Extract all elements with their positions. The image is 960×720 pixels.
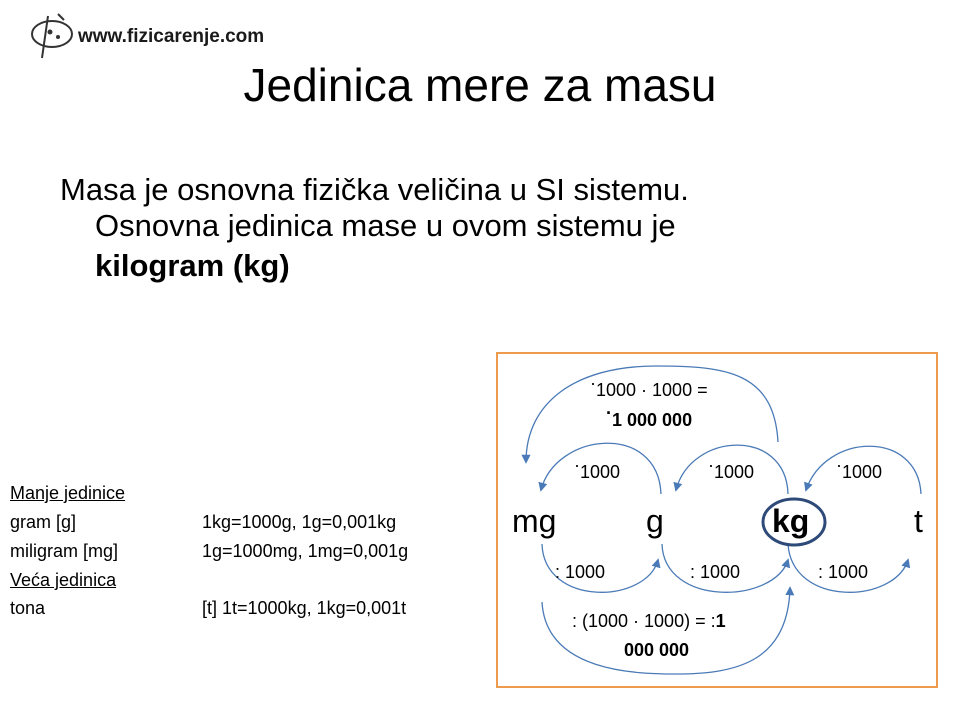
unit-kg: kg [772,503,810,539]
big-mult-line-2 [606,403,693,431]
page-title: Jedinica mere za masu [243,59,717,111]
smaller-units-heading: Manje jedinice [10,483,126,503]
dot-symbol: · [606,403,612,423]
gram-label: gram [g] [10,512,77,532]
unit-t: t [914,503,923,539]
big-mult-text-1: 1000 · 1000 = [596,380,708,400]
dot-symbol: · [590,373,596,393]
big-div-line-1 [572,611,726,632]
mult-value: 1000 [842,462,883,482]
conversion-arrows [496,352,938,688]
div-label-g-kg: : 1000 [690,562,741,582]
logo-text[interactable]: www.fizicarenje.com [78,26,265,47]
dot-symbol: · [708,455,714,475]
logo-stroke-2 [58,14,64,20]
dot-symbol: · [574,455,580,475]
mult-label-g-mg [574,455,621,483]
div-label-mg-g: : 1000 [555,562,606,582]
big-div-text-1b: 1 [715,611,726,631]
intro-line-3: kilogram (kg) [95,248,290,283]
logo-dot-2 [56,35,60,39]
unit-mg: mg [512,503,557,539]
mult-label-kg-g [708,455,755,483]
unit-g: g [646,503,664,539]
milligram-relation: 1g=1000mg, 1mg=0,001g [202,541,409,561]
big-div-text-1a: : (1000 · 1000) = : [572,611,716,631]
intro-line-1: Masa je osnovna fizička veličina u SI sistemu. [60,172,689,207]
big-div-line-2: 000 000 [624,640,690,660]
gram-relation: 1kg=1000g, 1g=0,001kg [202,512,397,532]
mult-label-t-kg [836,455,883,483]
mult-value: 1000 [580,462,621,482]
big-mult-line-1 [590,373,708,401]
mult-value: 1000 [714,462,755,482]
ton-relation: [t] 1t=1000kg, 1kg=0,001t [202,598,407,618]
logo-dot [48,30,53,35]
ton-label: tona [10,598,46,618]
milligram-label: miligram [mg] [10,541,119,561]
larger-units-heading: Veća jedinica [10,570,117,590]
div-label-kg-t: : 1000 [818,562,869,582]
intro-line-2: Osnovna jedinica mase u ovom sistemu je [95,208,676,243]
dot-symbol: · [836,455,842,475]
big-mult-text-2: 1 000 000 [612,410,693,430]
logo-ellipse [32,21,72,47]
